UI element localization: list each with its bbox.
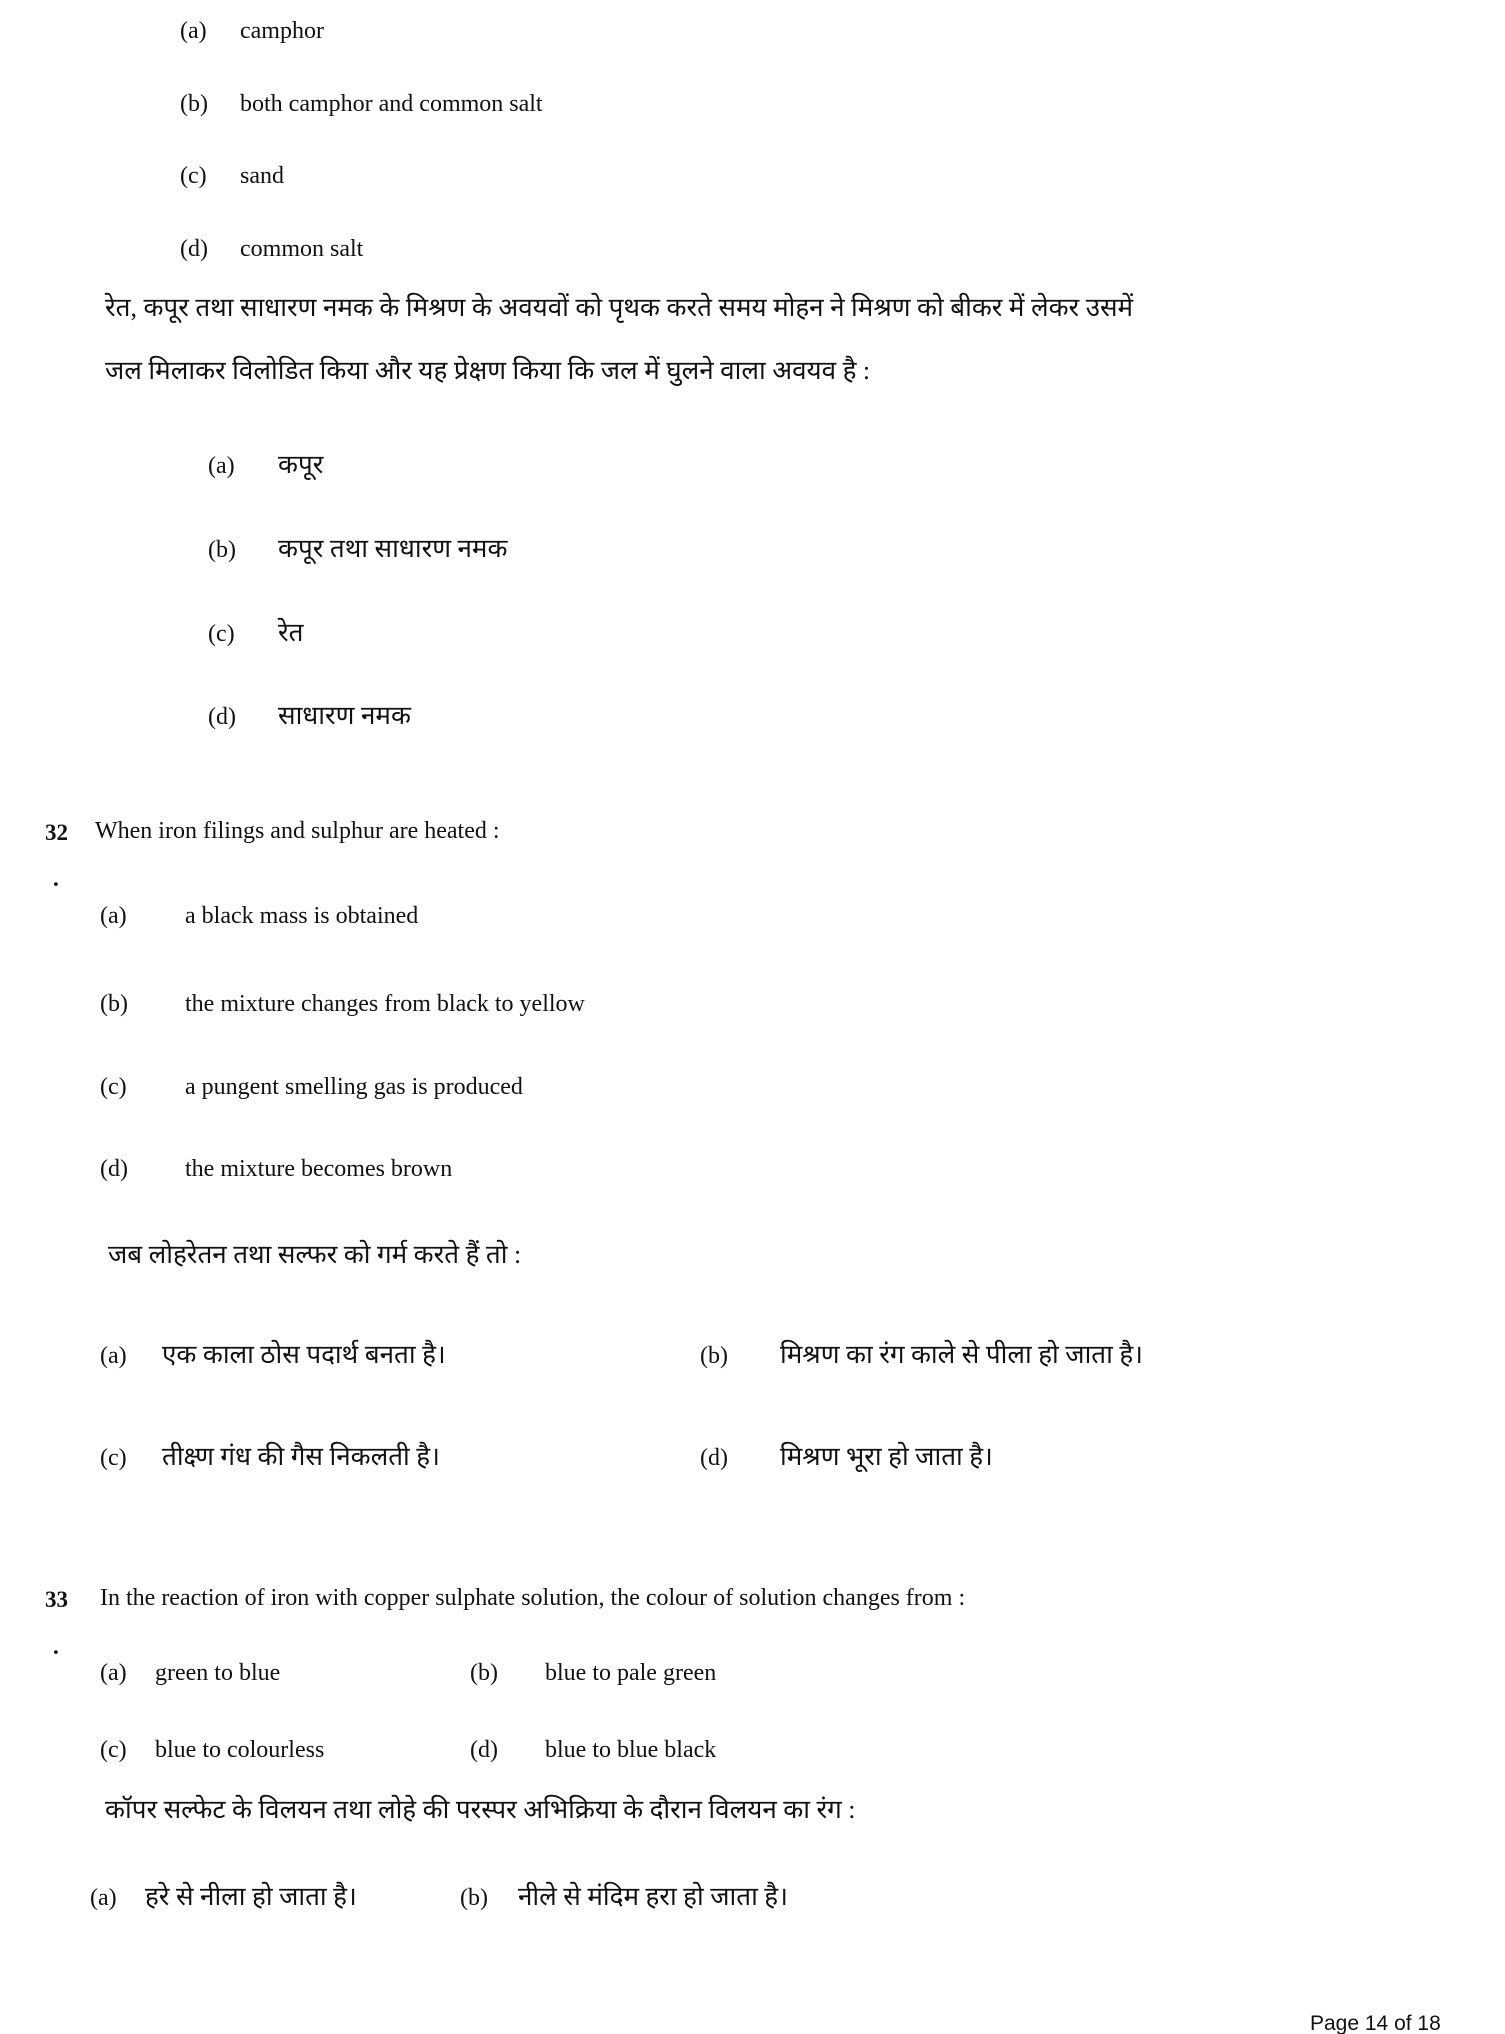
option-letter: (d) xyxy=(208,704,236,730)
option-letter: (b) xyxy=(100,991,128,1017)
option-letter: (a) xyxy=(90,1885,117,1911)
option-row xyxy=(100,991,585,1019)
question-number-dot: . xyxy=(53,1634,59,1659)
option-text: रेत xyxy=(278,618,304,647)
option-row xyxy=(100,1737,324,1765)
option-letter: (a) xyxy=(208,453,235,479)
option-letter: (d) xyxy=(470,1737,498,1763)
option-row xyxy=(470,1660,716,1688)
option-letter: (b) xyxy=(180,91,208,117)
option-letter: (b) xyxy=(700,1343,728,1369)
option-text: एक काला ठोस पदार्थ बनता है। xyxy=(162,1340,446,1369)
option-letter: (c) xyxy=(100,1074,127,1100)
option-row xyxy=(100,1074,523,1102)
question-stem-hindi-line: रेत, कपूर तथा साधारण नमक के मिश्रण के अवयवों को पृथक करते समय मोहन ने मिश्रण को बीकर में लेकर उसमें xyxy=(105,293,1134,322)
question-stem-english: When iron filings and sulphur are heated : xyxy=(95,818,500,844)
option-text: the mixture becomes brown xyxy=(185,1156,453,1182)
option-text: both camphor and common salt xyxy=(240,91,543,117)
option-letter: (a) xyxy=(100,903,127,929)
option-text: कपूर तथा साधारण नमक xyxy=(278,534,508,563)
option-row xyxy=(100,1442,440,1473)
option-text: sand xyxy=(240,163,284,189)
option-letter: (d) xyxy=(700,1445,728,1471)
option-row xyxy=(180,236,363,264)
option-row xyxy=(180,91,543,119)
question-stem-hindi-line: जल मिलाकर विलोडित किया और यह प्रेक्षण किया कि जल में घुलने वाला अवयव है : xyxy=(105,356,871,385)
option-row xyxy=(100,1156,452,1184)
option-text: green to blue xyxy=(155,1660,281,1686)
option-row xyxy=(208,534,507,565)
option-letter: (c) xyxy=(100,1737,127,1763)
option-row xyxy=(700,1442,993,1473)
question-stem-hindi: कॉपर सल्फेट के विलयन तथा लोहे की परस्पर अभिक्रिया के दौरान विलयन का रंग : xyxy=(105,1795,856,1824)
question-stem-english: In the reaction of iron with copper sulphate solution, the colour of solution changes from : xyxy=(100,1585,966,1611)
option-row xyxy=(100,1340,446,1371)
option-row xyxy=(90,1882,357,1913)
option-row xyxy=(208,450,323,481)
option-letter: (d) xyxy=(100,1156,128,1182)
option-text: तीक्ष्ण गंध की गैस निकलती है। xyxy=(162,1442,440,1471)
option-letter: (b) xyxy=(208,537,236,563)
option-letter: (b) xyxy=(470,1660,498,1686)
option-text: blue to pale green xyxy=(545,1660,717,1686)
option-row xyxy=(100,903,418,931)
option-text: कपूर xyxy=(278,450,324,479)
option-text: मिश्रण भूरा हो जाता है। xyxy=(780,1442,993,1471)
option-text: नीले से मंदिम हरा हो जाता है। xyxy=(518,1882,788,1911)
option-row xyxy=(100,1660,280,1688)
option-letter: (a) xyxy=(100,1343,127,1369)
option-letter: (a) xyxy=(100,1660,127,1686)
option-text: साधारण नमक xyxy=(278,701,411,730)
option-row xyxy=(208,618,303,649)
question-stem-hindi: जब लोहरेतन तथा सल्फर को गर्म करते हैं तो : xyxy=(108,1240,522,1269)
option-text: common salt xyxy=(240,236,364,262)
option-text: the mixture changes from black to yellow xyxy=(185,991,585,1017)
question-number: 33 xyxy=(45,1587,68,1612)
option-text: मिश्रण का रंग काले से पीला हो जाता है। xyxy=(780,1340,1144,1369)
question-number-dot: . xyxy=(53,866,59,891)
option-row xyxy=(180,163,284,191)
option-letter: (d) xyxy=(180,236,208,262)
option-letter: (a) xyxy=(180,18,207,44)
option-row xyxy=(460,1882,788,1913)
option-text: blue to colourless xyxy=(155,1737,325,1763)
option-row xyxy=(208,701,411,732)
option-row xyxy=(180,18,324,46)
option-letter: (b) xyxy=(460,1885,488,1911)
option-text: a black mass is obtained xyxy=(185,903,419,929)
option-letter: (c) xyxy=(180,163,207,189)
option-text: हरे से नीला हो जाता है। xyxy=(145,1882,357,1911)
page-footer: Page 14 of 18 xyxy=(1310,2012,1441,2034)
question-number: 32 xyxy=(45,820,68,845)
option-letter: (c) xyxy=(100,1445,127,1471)
option-text: blue to blue black xyxy=(545,1737,717,1763)
option-text: camphor xyxy=(240,18,324,44)
option-row xyxy=(470,1737,716,1765)
option-letter: (c) xyxy=(208,621,235,647)
option-row xyxy=(700,1340,1143,1371)
option-text: a pungent smelling gas is produced xyxy=(185,1074,523,1100)
